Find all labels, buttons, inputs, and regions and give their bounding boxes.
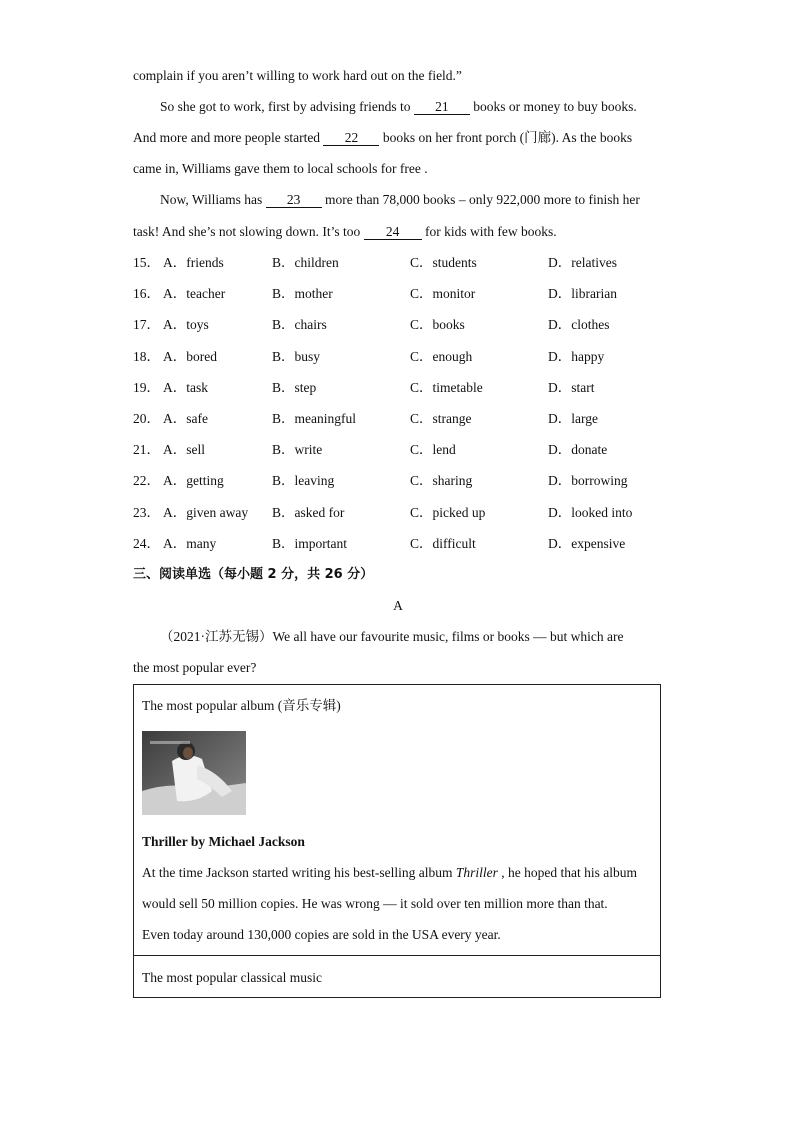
option-a[interactable]: A．toys — [163, 317, 209, 332]
album-heading: The most popular album (音乐专辑) — [142, 698, 341, 713]
option-b[interactable]: B．step — [272, 380, 317, 395]
option-b[interactable]: B．write — [272, 442, 323, 457]
option-a[interactable]: A．teacher — [163, 286, 226, 301]
option-c[interactable]: C．books — [410, 317, 465, 332]
option-c[interactable]: C．difficult — [410, 536, 476, 551]
question-21 — [133, 441, 663, 459]
question-number: 16． — [133, 286, 160, 301]
option-d[interactable]: D．borrowing — [548, 473, 628, 488]
option-a[interactable]: A．sell — [163, 442, 205, 457]
question-19 — [133, 379, 663, 397]
question-number: 24． — [133, 536, 160, 551]
album-cover-illustration — [142, 731, 246, 815]
blank-22: 22 — [323, 130, 379, 146]
option-c[interactable]: C．lend — [410, 442, 456, 457]
popular-items-table — [133, 684, 661, 998]
question-number: 18． — [133, 349, 160, 364]
option-b[interactable]: B．leaving — [272, 473, 335, 488]
question-number: 17． — [133, 317, 160, 332]
option-b[interactable]: B．busy — [272, 349, 321, 364]
option-d[interactable]: D．start — [548, 380, 595, 395]
option-a[interactable]: A．task — [163, 380, 208, 395]
question-number: 23． — [133, 505, 160, 520]
question-20 — [133, 410, 663, 428]
option-a[interactable]: A．getting — [163, 473, 224, 488]
option-d[interactable]: D．relatives — [548, 255, 617, 270]
album-text-line-3: Even today around 130,000 copies are sold in the USA every year. — [142, 927, 501, 942]
option-c[interactable]: C．students — [410, 255, 477, 270]
passage-line-5: Now, Williams has 23 more than 78,000 books – only 922,000 more to finish her — [160, 192, 640, 207]
question-number: 22． — [133, 473, 160, 488]
option-d[interactable]: D．large — [548, 411, 598, 426]
question-24 — [133, 535, 663, 553]
question-23 — [133, 504, 663, 522]
question-number: 19． — [133, 380, 160, 395]
question-number: 20． — [133, 411, 160, 426]
passage-line-1: complain if you aren’t willing to work hard out on the field.” — [133, 68, 462, 83]
option-d[interactable]: D．looked into — [548, 505, 633, 520]
passage-letter: A — [393, 598, 403, 613]
option-d[interactable]: D．expensive — [548, 536, 626, 551]
album-text-line-2: would sell 50 million copies. He was wrong — it sold over ten million more than that. — [142, 896, 608, 911]
passage-line-6: task! And she’s not slowing down. It’s too 24 for kids with few books. — [133, 224, 557, 239]
option-b[interactable]: B．mother — [272, 286, 333, 301]
section-title: 三、阅读单选（每小题 2 分，共 26 分） — [133, 567, 374, 582]
option-c[interactable]: C．picked up — [410, 505, 486, 520]
blank-21: 21 — [414, 99, 470, 115]
album-cover-image — [142, 731, 246, 815]
option-a[interactable]: A．given away — [163, 505, 249, 520]
album-title: Thriller by Michael Jackson — [142, 834, 305, 849]
blank-24: 24 — [364, 224, 422, 240]
question-17 — [133, 316, 663, 334]
option-c[interactable]: C．enough — [410, 349, 473, 364]
option-d[interactable]: D．donate — [548, 442, 608, 457]
question-number: 15． — [133, 255, 160, 270]
option-a[interactable]: A．friends — [163, 255, 224, 270]
option-c[interactable]: C．sharing — [410, 473, 473, 488]
option-b[interactable]: B．important — [272, 536, 347, 551]
table-divider — [134, 955, 660, 956]
option-a[interactable]: A．bored — [163, 349, 217, 364]
passage-line-3: And more and more people started 22 books on her front porch (门廊). As the books — [133, 130, 633, 145]
question-18 — [133, 348, 663, 366]
passage-line-4: came in, Williams gave them to local schools for free . — [133, 161, 428, 176]
option-c[interactable]: C．monitor — [410, 286, 476, 301]
question-15 — [133, 254, 663, 272]
question-22 — [133, 472, 663, 490]
question-16 — [133, 285, 663, 303]
option-d[interactable]: D．librarian — [548, 286, 617, 301]
question-number: 21． — [133, 442, 160, 457]
option-d[interactable]: D．clothes — [548, 317, 610, 332]
passage-line-2: So she got to work, first by advising friends to 21 books or money to buy books. — [160, 99, 637, 114]
option-a[interactable]: A．safe — [163, 411, 208, 426]
option-b[interactable]: B．chairs — [272, 317, 327, 332]
album-text-line-1: At the time Jackson started writing his best-selling album Thriller , he hoped that his album — [142, 865, 637, 880]
option-a[interactable]: A．many — [163, 536, 217, 551]
option-b[interactable]: B．children — [272, 255, 339, 270]
intro-line-1: （2021·江苏无锡）We all have our favourite music, films or books — but which are — [160, 629, 624, 644]
option-d[interactable]: D．happy — [548, 349, 605, 364]
intro-line-2: the most popular ever? — [133, 660, 257, 675]
option-c[interactable]: C．strange — [410, 411, 472, 426]
blank-23: 23 — [266, 192, 322, 208]
option-b[interactable]: B．asked for — [272, 505, 345, 520]
option-b[interactable]: B．meaningful — [272, 411, 356, 426]
classical-heading: The most popular classical music — [142, 970, 322, 985]
option-c[interactable]: C．timetable — [410, 380, 483, 395]
